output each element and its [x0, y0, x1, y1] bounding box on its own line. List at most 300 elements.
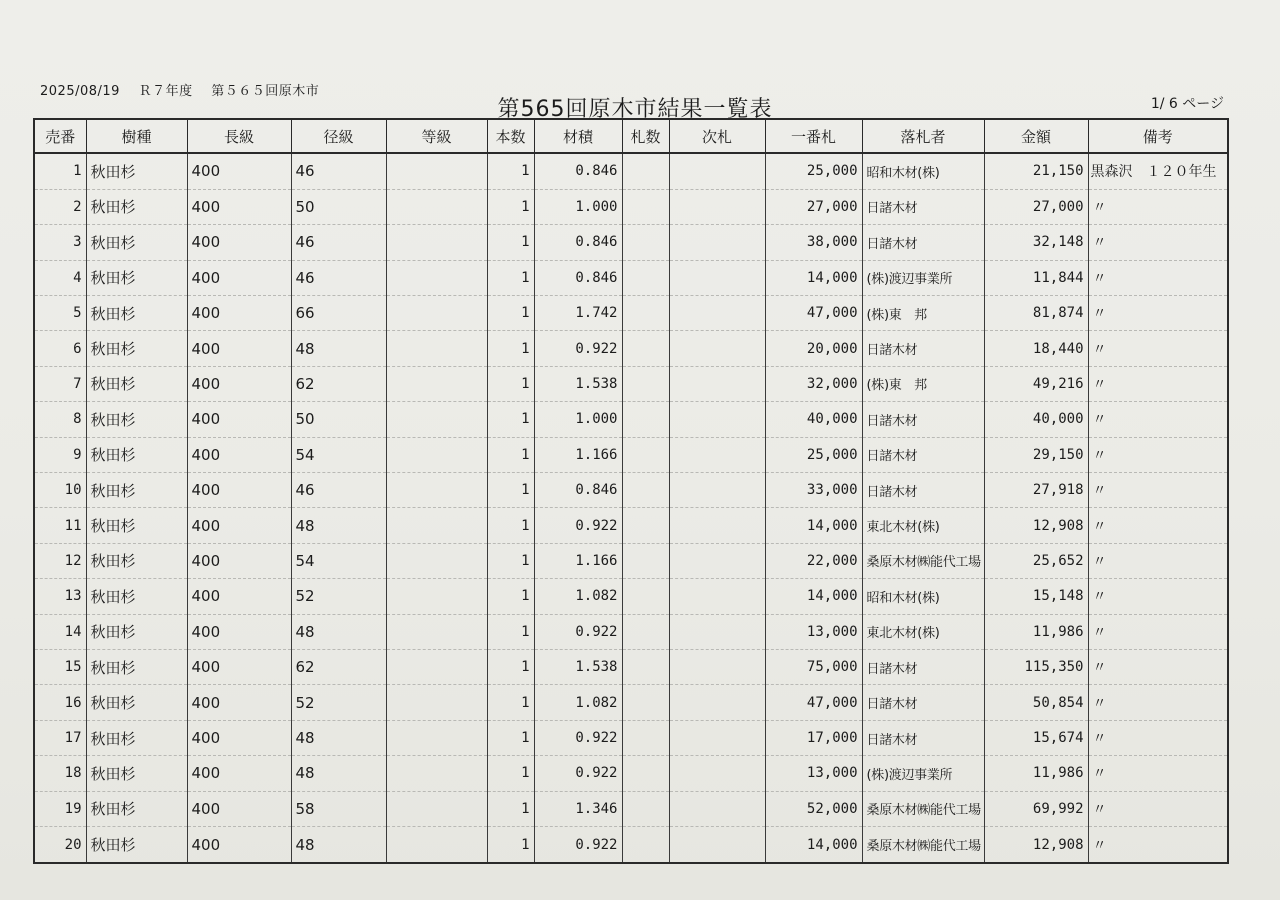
cell-diameter: 66 [291, 295, 386, 330]
cell-note: 〃 [1088, 543, 1228, 578]
cell-species: 秋田杉 [86, 650, 187, 685]
cell-species: 秋田杉 [86, 827, 187, 863]
cell-second-bid [669, 614, 765, 649]
cell-grade [386, 579, 487, 614]
cell-amount: 15,148 [984, 579, 1088, 614]
cell-sale-no: 14 [34, 614, 86, 649]
cell-bids [622, 543, 669, 578]
cell-top-bid: 47,000 [765, 685, 862, 720]
cell-bidder: 桑原木材㈱能代工場 [862, 827, 984, 863]
header-row [34, 119, 1228, 153]
cell-grade [386, 366, 487, 401]
cell-sale-no: 7 [34, 366, 86, 401]
cell-count: 1 [487, 756, 534, 791]
cell-bidder: 日諸木材 [862, 437, 984, 472]
cell-grade [386, 225, 487, 260]
table-row [34, 685, 1228, 720]
table-row [34, 791, 1228, 826]
cell-diameter: 48 [291, 756, 386, 791]
cell-bidder: (株)東 邦 [862, 366, 984, 401]
cell-length: 400 [187, 685, 291, 720]
cell-second-bid [669, 153, 765, 189]
cell-top-bid: 25,000 [765, 153, 862, 189]
cell-bids [622, 331, 669, 366]
col-header-length: 長級 [187, 119, 291, 153]
col-header-second-bid: 次札 [669, 119, 765, 153]
cell-bidder: 昭和木材(株) [862, 153, 984, 189]
cell-length: 400 [187, 756, 291, 791]
cell-length: 400 [187, 366, 291, 401]
cell-length: 400 [187, 295, 291, 330]
cell-grade [386, 472, 487, 507]
cell-note: 〃 [1088, 685, 1228, 720]
cell-length: 400 [187, 189, 291, 224]
table-row [34, 756, 1228, 791]
col-header-note: 備考 [1088, 119, 1228, 153]
cell-bids [622, 225, 669, 260]
cell-volume: 0.846 [534, 472, 622, 507]
cell-second-bid [669, 260, 765, 295]
cell-bids [622, 650, 669, 685]
cell-species: 秋田杉 [86, 685, 187, 720]
cell-top-bid: 13,000 [765, 756, 862, 791]
cell-bidder: 東北木材(株) [862, 508, 984, 543]
cell-grade [386, 685, 487, 720]
cell-amount: 11,986 [984, 614, 1088, 649]
cell-second-bid [669, 508, 765, 543]
cell-sale-no: 9 [34, 437, 86, 472]
cell-top-bid: 13,000 [765, 614, 862, 649]
cell-note: 〃 [1088, 331, 1228, 366]
cell-grade [386, 720, 487, 755]
cell-length: 400 [187, 827, 291, 863]
cell-length: 400 [187, 260, 291, 295]
cell-species: 秋田杉 [86, 153, 187, 189]
cell-top-bid: 25,000 [765, 437, 862, 472]
cell-volume: 0.846 [534, 153, 622, 189]
cell-count: 1 [487, 402, 534, 437]
cell-diameter: 62 [291, 366, 386, 401]
cell-volume: 1.166 [534, 437, 622, 472]
cell-diameter: 48 [291, 614, 386, 649]
results-table [33, 118, 1229, 864]
cell-bidder: 日諸木材 [862, 472, 984, 507]
cell-top-bid: 20,000 [765, 331, 862, 366]
cell-length: 400 [187, 791, 291, 826]
cell-amount: 40,000 [984, 402, 1088, 437]
cell-bids [622, 685, 669, 720]
cell-species: 秋田杉 [86, 295, 187, 330]
cell-bidder: (株)渡辺事業所 [862, 756, 984, 791]
cell-diameter: 58 [291, 791, 386, 826]
page-indicator: 1/ 6 ページ [1150, 96, 1224, 112]
cell-diameter: 46 [291, 260, 386, 295]
cell-count: 1 [487, 189, 534, 224]
table-row [34, 508, 1228, 543]
cell-grade [386, 614, 487, 649]
cell-volume: 0.922 [534, 614, 622, 649]
table-row [34, 260, 1228, 295]
cell-second-bid [669, 579, 765, 614]
cell-sale-no: 19 [34, 791, 86, 826]
cell-length: 400 [187, 437, 291, 472]
cell-top-bid: 22,000 [765, 543, 862, 578]
table-row [34, 331, 1228, 366]
cell-grade [386, 295, 487, 330]
cell-count: 1 [487, 437, 534, 472]
cell-count: 1 [487, 331, 534, 366]
cell-volume: 0.922 [534, 508, 622, 543]
cell-species: 秋田杉 [86, 260, 187, 295]
cell-length: 400 [187, 579, 291, 614]
cell-volume: 1.000 [534, 189, 622, 224]
cell-species: 秋田杉 [86, 791, 187, 826]
cell-bids [622, 472, 669, 507]
cell-grade [386, 260, 487, 295]
cell-volume: 0.922 [534, 720, 622, 755]
cell-count: 1 [487, 614, 534, 649]
cell-top-bid: 17,000 [765, 720, 862, 755]
cell-species: 秋田杉 [86, 543, 187, 578]
table-row [34, 614, 1228, 649]
cell-bidder: 日諸木材 [862, 225, 984, 260]
cell-bidder: 日諸木材 [862, 720, 984, 755]
cell-grade [386, 508, 487, 543]
cell-count: 1 [487, 153, 534, 189]
cell-top-bid: 14,000 [765, 260, 862, 295]
cell-count: 1 [487, 366, 534, 401]
cell-diameter: 52 [291, 685, 386, 720]
session-label: 第５６５回原木市 [211, 84, 320, 99]
cell-bidder: 桑原木材㈱能代工場 [862, 543, 984, 578]
cell-volume: 1.166 [534, 543, 622, 578]
cell-bidder: 日諸木材 [862, 331, 984, 366]
cell-note: 〃 [1088, 791, 1228, 826]
cell-note: 〃 [1088, 579, 1228, 614]
cell-bids [622, 153, 669, 189]
cell-count: 1 [487, 827, 534, 863]
cell-bids [622, 579, 669, 614]
cell-sale-no: 20 [34, 827, 86, 863]
cell-top-bid: 32,000 [765, 366, 862, 401]
cell-bidder: (株)渡辺事業所 [862, 260, 984, 295]
cell-second-bid [669, 543, 765, 578]
cell-length: 400 [187, 331, 291, 366]
cell-length: 400 [187, 225, 291, 260]
cell-volume: 0.922 [534, 827, 622, 863]
cell-sale-no: 17 [34, 720, 86, 755]
cell-note: 〃 [1088, 225, 1228, 260]
cell-bids [622, 437, 669, 472]
cell-sale-no: 8 [34, 402, 86, 437]
cell-sale-no: 16 [34, 685, 86, 720]
cell-amount: 15,674 [984, 720, 1088, 755]
col-header-count: 本数 [487, 119, 534, 153]
table-row [34, 153, 1228, 189]
cell-second-bid [669, 650, 765, 685]
table-row [34, 225, 1228, 260]
cell-note: 〃 [1088, 260, 1228, 295]
cell-volume: 1.082 [534, 685, 622, 720]
table-row [34, 472, 1228, 507]
cell-amount: 27,000 [984, 189, 1088, 224]
cell-diameter: 54 [291, 543, 386, 578]
cell-second-bid [669, 225, 765, 260]
cell-sale-no: 1 [34, 153, 86, 189]
col-header-bids: 札数 [622, 119, 669, 153]
cell-second-bid [669, 366, 765, 401]
fiscal-year: Ｒ７年度 [138, 84, 193, 99]
cell-note: 〃 [1088, 720, 1228, 755]
cell-length: 400 [187, 508, 291, 543]
cell-volume: 1.082 [534, 579, 622, 614]
cell-diameter: 54 [291, 437, 386, 472]
cell-second-bid [669, 331, 765, 366]
cell-grade [386, 756, 487, 791]
cell-length: 400 [187, 650, 291, 685]
cell-grade [386, 402, 487, 437]
cell-bidder: 日諸木材 [862, 402, 984, 437]
cell-length: 400 [187, 153, 291, 189]
cell-volume: 0.846 [534, 260, 622, 295]
cell-top-bid: 47,000 [765, 295, 862, 330]
cell-sale-no: 13 [34, 579, 86, 614]
cell-top-bid: 75,000 [765, 650, 862, 685]
cell-amount: 25,652 [984, 543, 1088, 578]
col-header-amount: 金額 [984, 119, 1088, 153]
cell-diameter: 48 [291, 331, 386, 366]
cell-second-bid [669, 189, 765, 224]
cell-bids [622, 827, 669, 863]
cell-top-bid: 14,000 [765, 827, 862, 863]
cell-bidder: 桑原木材㈱能代工場 [862, 791, 984, 826]
cell-count: 1 [487, 685, 534, 720]
cell-sale-no: 5 [34, 295, 86, 330]
col-header-volume: 材積 [534, 119, 622, 153]
cell-top-bid: 27,000 [765, 189, 862, 224]
cell-length: 400 [187, 720, 291, 755]
table-row [34, 295, 1228, 330]
cell-species: 秋田杉 [86, 720, 187, 755]
cell-top-bid: 14,000 [765, 508, 862, 543]
cell-grade [386, 827, 487, 863]
cell-sale-no: 6 [34, 331, 86, 366]
cell-volume: 0.922 [534, 331, 622, 366]
cell-volume: 1.346 [534, 791, 622, 826]
cell-species: 秋田杉 [86, 756, 187, 791]
cell-bidder: 昭和木材(株) [862, 579, 984, 614]
cell-volume: 1.538 [534, 650, 622, 685]
cell-bids [622, 260, 669, 295]
cell-volume: 1.000 [534, 402, 622, 437]
cell-note: 〃 [1088, 295, 1228, 330]
cell-length: 400 [187, 402, 291, 437]
cell-volume: 0.922 [534, 756, 622, 791]
cell-note: 〃 [1088, 650, 1228, 685]
cell-diameter: 50 [291, 189, 386, 224]
cell-grade [386, 650, 487, 685]
cell-sale-no: 11 [34, 508, 86, 543]
col-header-top-bid: 一番札 [765, 119, 862, 153]
cell-second-bid [669, 437, 765, 472]
cell-count: 1 [487, 508, 534, 543]
cell-sale-no: 15 [34, 650, 86, 685]
cell-top-bid: 38,000 [765, 225, 862, 260]
cell-diameter: 46 [291, 225, 386, 260]
cell-count: 1 [487, 225, 534, 260]
cell-second-bid [669, 472, 765, 507]
cell-species: 秋田杉 [86, 614, 187, 649]
cell-second-bid [669, 402, 765, 437]
cell-note: 〃 [1088, 614, 1228, 649]
cell-note: 〃 [1088, 827, 1228, 863]
cell-count: 1 [487, 791, 534, 826]
cell-bidder: 日諸木材 [862, 189, 984, 224]
cell-grade [386, 543, 487, 578]
cell-amount: 11,986 [984, 756, 1088, 791]
cell-species: 秋田杉 [86, 189, 187, 224]
cell-diameter: 46 [291, 472, 386, 507]
cell-species: 秋田杉 [86, 402, 187, 437]
cell-note: 〃 [1088, 508, 1228, 543]
cell-amount: 115,350 [984, 650, 1088, 685]
cell-species: 秋田杉 [86, 225, 187, 260]
cell-count: 1 [487, 720, 534, 755]
cell-diameter: 62 [291, 650, 386, 685]
table-row [34, 437, 1228, 472]
cell-top-bid: 40,000 [765, 402, 862, 437]
cell-sale-no: 12 [34, 543, 86, 578]
cell-second-bid [669, 756, 765, 791]
cell-volume: 1.742 [534, 295, 622, 330]
cell-note: 〃 [1088, 756, 1228, 791]
cell-diameter: 48 [291, 827, 386, 863]
cell-sale-no: 4 [34, 260, 86, 295]
cell-volume: 1.538 [534, 366, 622, 401]
cell-note: 〃 [1088, 189, 1228, 224]
cell-count: 1 [487, 260, 534, 295]
cell-amount: 81,874 [984, 295, 1088, 330]
cell-bidder: (株)東 邦 [862, 295, 984, 330]
col-header-species: 樹種 [86, 119, 187, 153]
cell-count: 1 [487, 472, 534, 507]
cell-species: 秋田杉 [86, 472, 187, 507]
table-row [34, 189, 1228, 224]
cell-sale-no: 18 [34, 756, 86, 791]
cell-amount: 29,150 [984, 437, 1088, 472]
cell-sale-no: 2 [34, 189, 86, 224]
cell-length: 400 [187, 472, 291, 507]
cell-diameter: 52 [291, 579, 386, 614]
cell-amount: 49,216 [984, 366, 1088, 401]
cell-top-bid: 52,000 [765, 791, 862, 826]
cell-second-bid [669, 791, 765, 826]
cell-diameter: 48 [291, 720, 386, 755]
cell-grade [386, 189, 487, 224]
cell-species: 秋田杉 [86, 437, 187, 472]
table-row [34, 543, 1228, 578]
col-header-diameter: 径級 [291, 119, 386, 153]
cell-diameter: 46 [291, 153, 386, 189]
table-row [34, 402, 1228, 437]
cell-bids [622, 614, 669, 649]
cell-amount: 12,908 [984, 508, 1088, 543]
table-row [34, 366, 1228, 401]
cell-note: 〃 [1088, 437, 1228, 472]
cell-top-bid: 33,000 [765, 472, 862, 507]
cell-bids [622, 295, 669, 330]
cell-amount: 27,918 [984, 472, 1088, 507]
cell-amount: 12,908 [984, 827, 1088, 863]
cell-length: 400 [187, 543, 291, 578]
table-row [34, 579, 1228, 614]
cell-amount: 50,854 [984, 685, 1088, 720]
cell-note: 〃 [1088, 366, 1228, 401]
cell-grade [386, 331, 487, 366]
cell-bids [622, 366, 669, 401]
cell-species: 秋田杉 [86, 579, 187, 614]
cell-diameter: 50 [291, 402, 386, 437]
cell-second-bid [669, 720, 765, 755]
print-date: 2025/08/19 [40, 84, 120, 99]
cell-sale-no: 10 [34, 472, 86, 507]
col-header-grade: 等級 [386, 119, 487, 153]
cell-species: 秋田杉 [86, 508, 187, 543]
cell-note: 〃 [1088, 472, 1228, 507]
cell-bids [622, 756, 669, 791]
cell-amount: 69,992 [984, 791, 1088, 826]
cell-amount: 18,440 [984, 331, 1088, 366]
cell-bids [622, 791, 669, 826]
cell-bids [622, 402, 669, 437]
cell-bidder: 日諸木材 [862, 685, 984, 720]
cell-grade [386, 153, 487, 189]
cell-grade [386, 791, 487, 826]
col-header-bidder: 落札者 [862, 119, 984, 153]
cell-count: 1 [487, 295, 534, 330]
page-title: 第565回原木市結果一覧表 [497, 97, 773, 122]
cell-note: 黒森沢 １２０年生 [1088, 153, 1228, 189]
cell-count: 1 [487, 650, 534, 685]
table-row [34, 827, 1228, 863]
table-row [34, 650, 1228, 685]
cell-diameter: 48 [291, 508, 386, 543]
cell-note: 〃 [1088, 402, 1228, 437]
cell-species: 秋田杉 [86, 366, 187, 401]
cell-sale-no: 3 [34, 225, 86, 260]
cell-count: 1 [487, 579, 534, 614]
table-row [34, 720, 1228, 755]
cell-second-bid [669, 295, 765, 330]
col-header-sale-no: 売番 [34, 119, 86, 153]
cell-amount: 11,844 [984, 260, 1088, 295]
cell-second-bid [669, 685, 765, 720]
cell-second-bid [669, 827, 765, 863]
cell-count: 1 [487, 543, 534, 578]
cell-bidder: 東北木材(株) [862, 614, 984, 649]
cell-bids [622, 508, 669, 543]
cell-amount: 32,148 [984, 225, 1088, 260]
cell-grade [386, 437, 487, 472]
cell-amount: 21,150 [984, 153, 1088, 189]
cell-bids [622, 189, 669, 224]
cell-top-bid: 14,000 [765, 579, 862, 614]
cell-bids [622, 720, 669, 755]
cell-length: 400 [187, 614, 291, 649]
cell-bidder: 日諸木材 [862, 650, 984, 685]
cell-species: 秋田杉 [86, 331, 187, 366]
cell-volume: 0.846 [534, 225, 622, 260]
